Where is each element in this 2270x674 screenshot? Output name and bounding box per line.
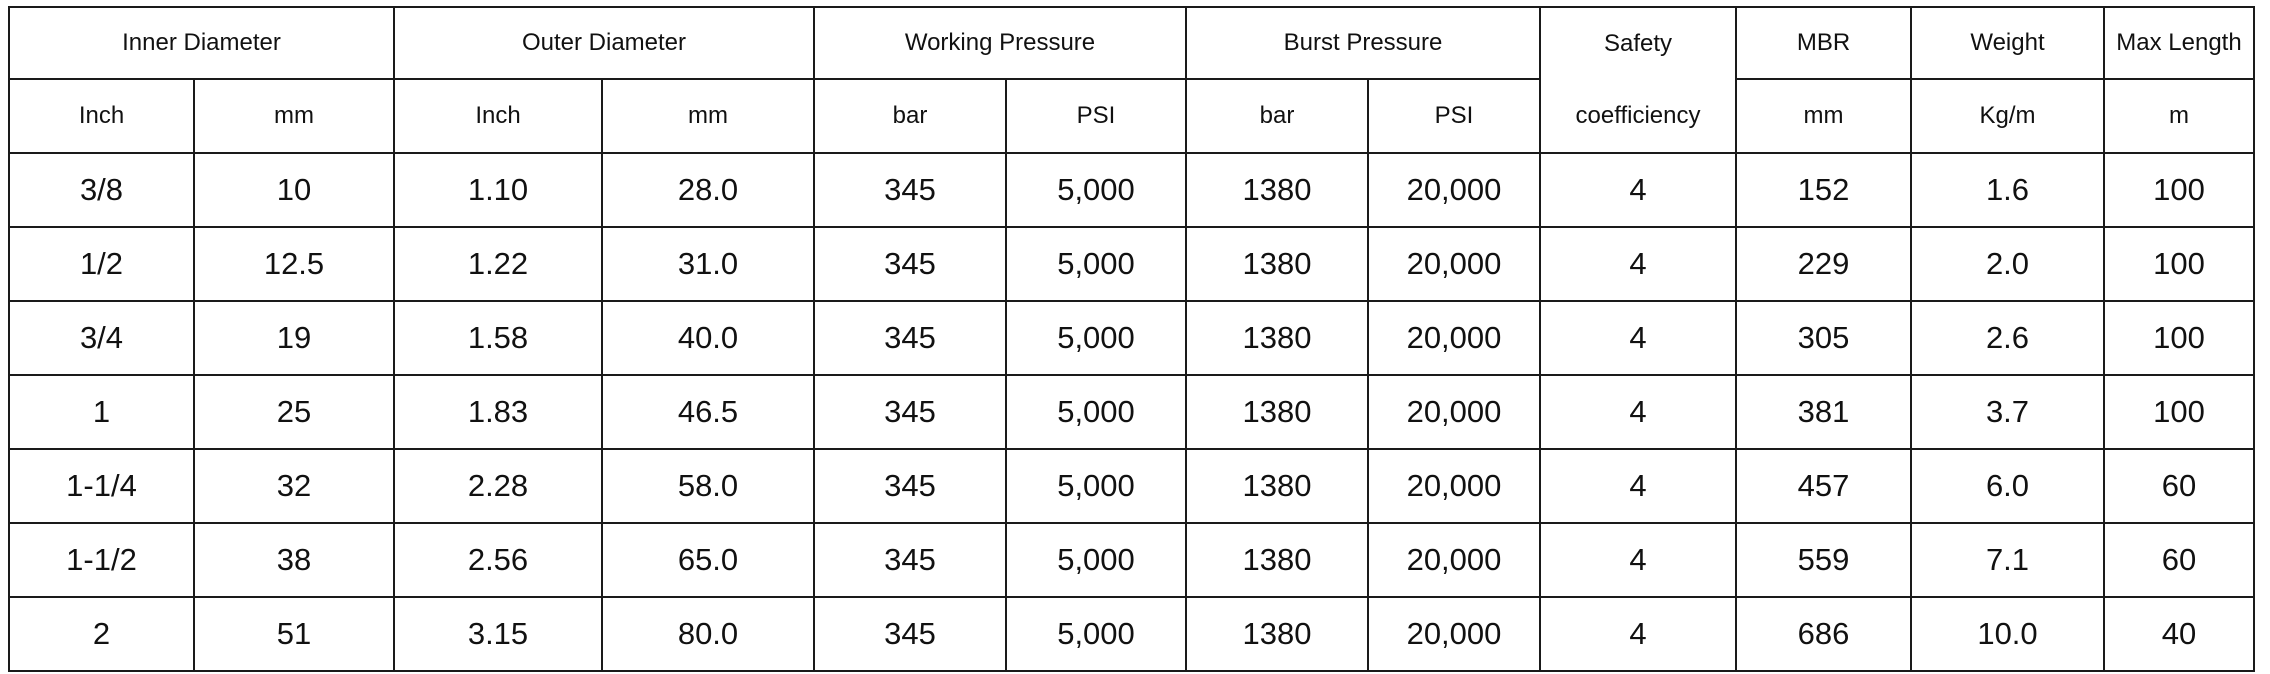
cell-bp-bar: 1380 — [1186, 449, 1368, 523]
cell-wp-bar: 345 — [814, 597, 1006, 671]
bp-bar-unit: bar — [1186, 79, 1368, 153]
inner-diameter-header: Inner Diameter — [9, 7, 394, 79]
cell-bp-psi: 20,000 — [1368, 301, 1540, 375]
length-unit: m — [2104, 79, 2254, 153]
safety-coefficiency-header — [1540, 7, 1736, 153]
cell-bp-bar: 1380 — [1186, 153, 1368, 227]
cell-wp-psi: 5,000 — [1006, 523, 1186, 597]
cell-bp-bar: 1380 — [1186, 523, 1368, 597]
mbr-mm-unit: mm — [1736, 79, 1911, 153]
cell-weight: 10.0 — [1911, 597, 2104, 671]
cell-id-inch: 3/4 — [9, 301, 194, 375]
cell-id-mm: 25 — [194, 375, 394, 449]
cell-max-length: 100 — [2104, 153, 2254, 227]
cell-wp-psi: 5,000 — [1006, 153, 1186, 227]
cell-wp-psi: 5,000 — [1006, 597, 1186, 671]
cell-bp-psi: 20,000 — [1368, 375, 1540, 449]
cell-mbr: 305 — [1736, 301, 1911, 375]
cell-od-mm: 46.5 — [602, 375, 814, 449]
cell-mbr: 381 — [1736, 375, 1911, 449]
cell-bp-bar: 1380 — [1186, 597, 1368, 671]
table-row — [9, 375, 2254, 449]
cell-max-length: 60 — [2104, 523, 2254, 597]
cell-od-inch: 1.10 — [394, 153, 602, 227]
cell-wp-bar: 345 — [814, 301, 1006, 375]
od-inch-unit: Inch — [394, 79, 602, 153]
cell-bp-bar: 1380 — [1186, 227, 1368, 301]
cell-wp-bar: 345 — [814, 449, 1006, 523]
od-mm-unit: mm — [602, 79, 814, 153]
table-row — [9, 523, 2254, 597]
cell-bp-psi: 20,000 — [1368, 153, 1540, 227]
cell-od-inch: 3.15 — [394, 597, 602, 671]
burst-pressure-header: Burst Pressure — [1186, 7, 1540, 79]
cell-od-inch: 1.22 — [394, 227, 602, 301]
cell-bp-psi: 20,000 — [1368, 597, 1540, 671]
cell-wp-bar: 345 — [814, 227, 1006, 301]
cell-id-inch: 3/8 — [9, 153, 194, 227]
cell-id-inch: 1-1/4 — [9, 449, 194, 523]
cell-safety: 4 — [1540, 597, 1736, 671]
cell-id-mm: 12.5 — [194, 227, 394, 301]
safety-label: Safety — [1603, 30, 1673, 57]
cell-safety: 4 — [1540, 301, 1736, 375]
cell-wp-psi: 5,000 — [1006, 449, 1186, 523]
cell-id-mm: 51 — [194, 597, 394, 671]
cell-max-length: 100 — [2104, 301, 2254, 375]
mbr-header: MBR — [1736, 7, 1911, 79]
cell-max-length: 100 — [2104, 375, 2254, 449]
cell-safety: 4 — [1540, 153, 1736, 227]
cell-mbr: 152 — [1736, 153, 1911, 227]
cell-id-mm: 32 — [194, 449, 394, 523]
id-inch-unit: Inch — [9, 79, 194, 153]
cell-safety: 4 — [1540, 375, 1736, 449]
cell-safety: 4 — [1540, 523, 1736, 597]
cell-weight: 1.6 — [1911, 153, 2104, 227]
cell-wp-bar: 345 — [814, 375, 1006, 449]
wp-psi-unit: PSI — [1006, 79, 1186, 153]
hose-spec-table — [8, 6, 2255, 672]
cell-od-mm: 65.0 — [602, 523, 814, 597]
cell-od-mm: 58.0 — [602, 449, 814, 523]
weight-unit: Kg/m — [1911, 79, 2104, 153]
cell-od-inch: 2.56 — [394, 523, 602, 597]
cell-id-inch: 1 — [9, 375, 194, 449]
header-row-units — [9, 79, 2254, 153]
cell-weight: 7.1 — [1911, 523, 2104, 597]
cell-bp-psi: 20,000 — [1368, 227, 1540, 301]
cell-mbr: 457 — [1736, 449, 1911, 523]
cell-od-inch: 1.83 — [394, 375, 602, 449]
working-pressure-header: Working Pressure — [814, 7, 1186, 79]
cell-safety: 4 — [1540, 449, 1736, 523]
bp-psi-unit: PSI — [1368, 79, 1540, 153]
cell-mbr: 559 — [1736, 523, 1911, 597]
cell-od-inch: 2.28 — [394, 449, 602, 523]
cell-id-mm: 19 — [194, 301, 394, 375]
max-length-header: Max Length — [2104, 7, 2254, 79]
cell-weight: 3.7 — [1911, 375, 2104, 449]
cell-mbr: 686 — [1736, 597, 1911, 671]
table-row — [9, 597, 2254, 671]
cell-id-mm: 38 — [194, 523, 394, 597]
cell-weight: 6.0 — [1911, 449, 2104, 523]
cell-wp-psi: 5,000 — [1006, 301, 1186, 375]
cell-id-inch: 1/2 — [9, 227, 194, 301]
cell-max-length: 40 — [2104, 597, 2254, 671]
wp-bar-unit: bar — [814, 79, 1006, 153]
cell-wp-psi: 5,000 — [1006, 375, 1186, 449]
table-row — [9, 449, 2254, 523]
cell-bp-psi: 20,000 — [1368, 449, 1540, 523]
table-row — [9, 301, 2254, 375]
cell-wp-psi: 5,000 — [1006, 227, 1186, 301]
id-mm-unit: mm — [194, 79, 394, 153]
cell-od-mm: 28.0 — [602, 153, 814, 227]
cell-id-mm: 10 — [194, 153, 394, 227]
cell-od-mm: 40.0 — [602, 301, 814, 375]
cell-safety: 4 — [1540, 227, 1736, 301]
cell-od-inch: 1.58 — [394, 301, 602, 375]
coefficiency-label: coefficiency — [1575, 102, 1701, 129]
outer-diameter-header: Outer Diameter — [394, 7, 814, 79]
cell-id-inch: 2 — [9, 597, 194, 671]
cell-wp-bar: 345 — [814, 153, 1006, 227]
cell-id-inch: 1-1/2 — [9, 523, 194, 597]
table-row — [9, 153, 2254, 227]
spec-table-container — [8, 6, 2255, 672]
cell-bp-bar: 1380 — [1186, 375, 1368, 449]
cell-max-length: 100 — [2104, 227, 2254, 301]
weight-header: Weight — [1911, 7, 2104, 79]
table-row — [9, 227, 2254, 301]
cell-weight: 2.0 — [1911, 227, 2104, 301]
header-row-1 — [9, 7, 2254, 79]
cell-bp-psi: 20,000 — [1368, 523, 1540, 597]
cell-weight: 2.6 — [1911, 301, 2104, 375]
cell-od-mm: 80.0 — [602, 597, 814, 671]
cell-max-length: 60 — [2104, 449, 2254, 523]
cell-wp-bar: 345 — [814, 523, 1006, 597]
cell-od-mm: 31.0 — [602, 227, 814, 301]
cell-bp-bar: 1380 — [1186, 301, 1368, 375]
cell-mbr: 229 — [1736, 227, 1911, 301]
